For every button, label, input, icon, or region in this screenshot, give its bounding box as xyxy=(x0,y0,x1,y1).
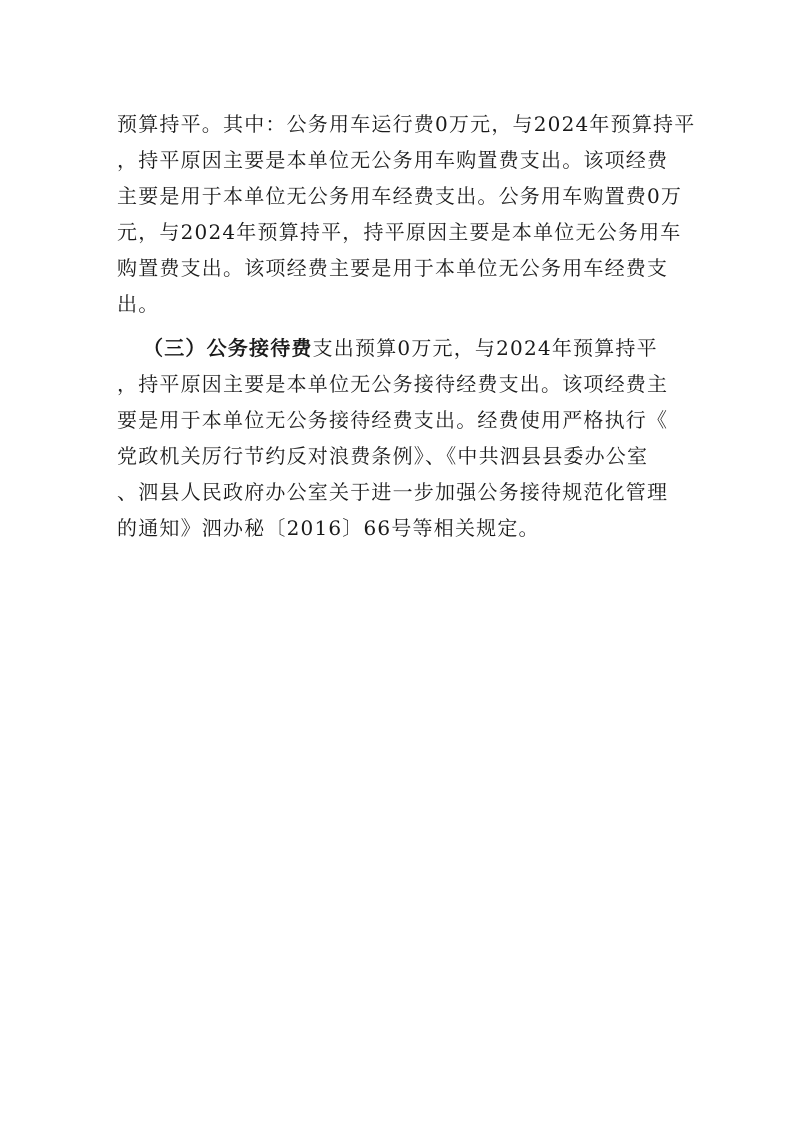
section-3-first-line xyxy=(143,336,658,360)
paragraph-line: 元，与2024年预算持平，持平原因主要是本单位无公务用车 xyxy=(117,220,682,244)
paragraph-line: 主要是用于本单位无公务用车经费支出。公务用车购置费0万 xyxy=(117,184,683,208)
paragraph-line: 购置费支出。该项经费主要是用于本单位无公务用车经费支 xyxy=(117,256,669,280)
paragraph-line: 党政机关厉行节约反对浪费条例》、《中共泗县县委办公室 xyxy=(117,444,649,468)
paragraph-line: 的通知》泗办秘〔2016〕66号等相关规定。 xyxy=(117,516,540,540)
paragraph-line: 、泗县人民政府办公室关于进一步加强公务接待规范化管理 xyxy=(117,480,669,504)
section-3-heading: （三）公务接待费 xyxy=(143,336,313,360)
paragraph-line: 出。 xyxy=(117,292,160,316)
paragraph-line: ，持平原因主要是本单位无公务用车购置费支出。该项经费 xyxy=(117,148,669,172)
paragraph-line: 要是用于本单位无公务接待经费支出。经费使用严格执行《 xyxy=(117,408,669,432)
section-3-first-line-text: 支出预算0万元，与2024年预算持平 xyxy=(312,336,658,360)
paragraph-line: ，持平原因主要是本单位无公务接待经费支出。该项经费主 xyxy=(117,372,669,396)
paragraph-line: 预算持平。其中：公务用车运行费0万元，与2024年预算持平 xyxy=(117,112,696,136)
